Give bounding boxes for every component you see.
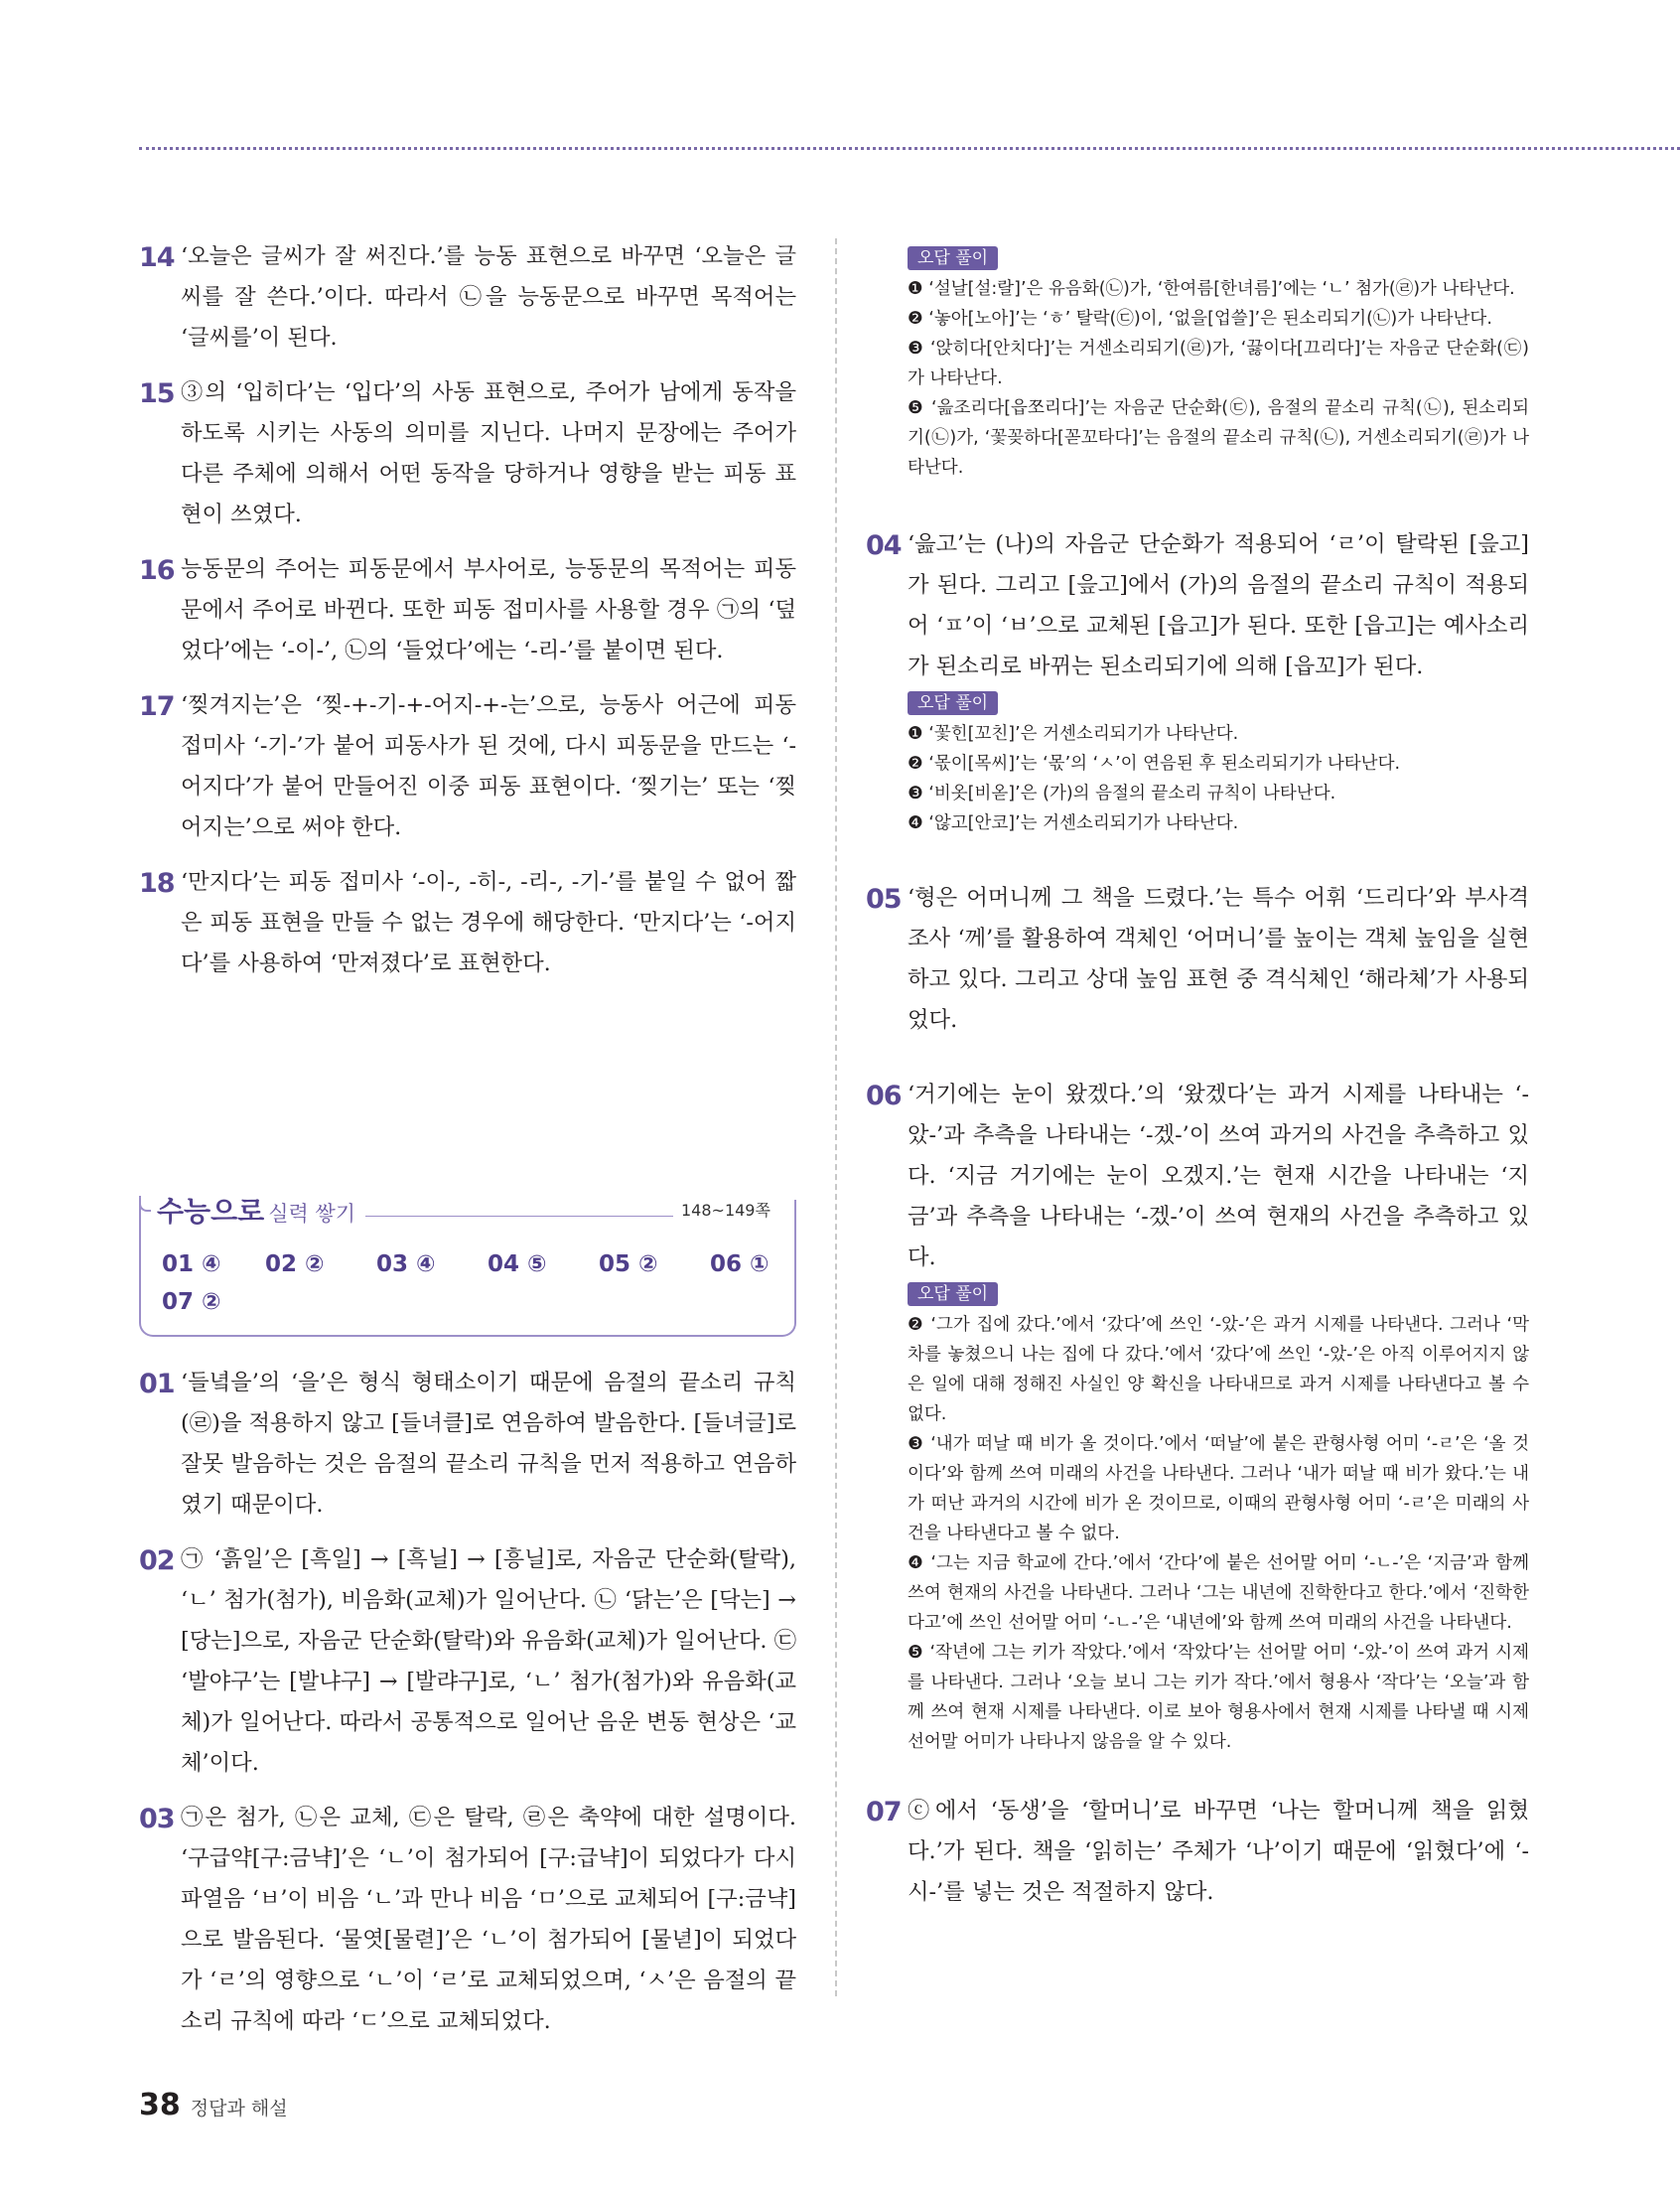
answer-key-item: 06 ① — [710, 1251, 770, 1277]
item-text: ‘찢겨지는’은 ‘찢-+-기-+-어지-+-는’으로, 능동사 어근에 피동 접미사 ‘-기-’가 붙어 피동사가 된 것에, 다시 피동문을 만드는 ‘-어지다’가 붙어 만들어진 이중 피동 표현이다. ‘찢기는’ 또는 ‘찢어지는’으로 써야 한다. — [181, 692, 796, 840]
answer-key-item: 02 ② — [265, 1251, 325, 1277]
answer-item-01 — [139, 1363, 796, 1526]
note-line: ❺ ‘작년에 그는 키가 작았다.’에서 ‘작았다’는 선어말 어미 ‘-았-’이 쓰여 과거 시제를 나타낸다. 그러나 ‘오늘 보니 그는 키가 작다.’에서 형용사 ‘작다’는 ‘오늘’과 함께 쓰여 현재 시제를 나타낸다. 이로 보아 형용사에서 현재 시제를 나타낼 때 시제 선어말 어미가 나타나지 않음을 알 수 있다. — [908, 1643, 1529, 1752]
item-number: 16 — [139, 555, 175, 586]
wrong-answer-badge: 오답 풀이 — [908, 246, 998, 270]
answer-key-item: 07 ② — [162, 1289, 221, 1315]
section-subtitle: 실력 쌓기 — [268, 1202, 356, 1226]
answer-item-15 — [139, 372, 796, 535]
top-dotted-rule — [139, 147, 1680, 150]
page-footer — [139, 2088, 288, 2122]
answer-item-14 — [139, 236, 796, 359]
item-number: 14 — [139, 242, 175, 273]
answer-key-item: 01 ④ — [162, 1251, 221, 1277]
note-line: ❸ ‘비옷[비옫]’은 (가)의 음절의 끝소리 규칙이 나타난다. — [908, 784, 1336, 803]
answer-item-03 — [139, 1798, 796, 2042]
item-number: 02 — [139, 1545, 175, 1576]
note-line: ❸ ‘앉히다[안치다]’는 거센소리되기(㉣)가, ‘끓이다[끄리다]’는 자음군 단순화(㉢)가 나타난다. — [908, 339, 1529, 388]
wrong-answer-badge: 오답 풀이 — [908, 1282, 998, 1306]
item-text: ‘읊고’는 (나)의 자음군 단순화가 적용되어 ‘ㄹ’이 탈락된 [읖고]가 된다. 그리고 [읖고]에서 (가)의 음절의 끝소리 규칙이 적용되어 ‘ㅍ’이 ‘ㅂ’으로 교체된 [읍고]가 된다. 또한 [읍고]는 예사소리가 된소리로 바뀌는 된소리되기에 의해 [읍꼬]가 된다. — [908, 531, 1529, 679]
item-text: ‘거기에는 눈이 왔겠다.’의 ‘왔겠다’는 과거 시제를 나타내는 ‘-았-’과 추측을 나타내는 ‘-겠-’이 쓰여 과거의 사건을 추측하고 있다. ‘지금 거기에는 눈이 오겠지.’는 현재 시간을 나타내는 ‘지금’과 추측을 나타내는 ‘-겠-’이 쓰여 현재의 사건을 추측하고 있다. — [908, 1082, 1529, 1270]
section-title-main: 수능으로 — [157, 1195, 265, 1228]
answer-item-05 — [866, 878, 1529, 1041]
left-column-bottom — [139, 1363, 796, 2042]
item-number: 17 — [139, 691, 175, 722]
item-text: ‘오늘은 글씨가 잘 써진다.’를 능동 표현으로 바꾸면 ‘오늘은 글씨를 잘 쓴다.’이다. 따라서 ㉡을 능동문으로 바꾸면 목적어는 ‘글씨를’이 된다. — [181, 243, 796, 351]
answer-item-06 — [866, 1075, 1529, 1278]
left-column-top — [139, 236, 796, 998]
note-line: ❷ ‘놓아[노아]’는 ‘ㅎ’ 탈락(㉢)이, ‘없을[업쓸]’은 된소리되기(㉡)가 나타난다. — [908, 309, 1492, 329]
item-text: ㉠은 첨가, ㉡은 교체, ㉢은 탈락, ㉣은 축약에 대한 설명이다. ‘구급약[구:금냑]’은 ‘ㄴ’이 첨가되어 [구:급냑]이 되었다가 다시 파열음 ‘ㅂ’이 비음 ‘ㄴ’과 만나 비음 ‘ㅁ’으로 교체되어 [구:금냑]으로 발음된다. ‘물엿[물렫]’은 ‘ㄴ’이 첨가되어 [물녇]이 되었다가 ‘ㄹ’의 영향으로 ‘ㄴ’이 ‘ㄹ’로 교체되었으며, ‘ㅅ’은 음절의 끝소리 규칙에 따라 ‘ㄷ’으로 교체되었다. — [181, 1805, 796, 2034]
item-text: 능동문의 주어는 피동문에서 부사어로, 능동문의 목적어는 피동문에서 주어로 바뀐다. 또한 피동 접미사를 사용할 경우 ㉠의 ‘덮었다’에는 ‘-이-’, ㉡의 ‘들었다’에는 ‘-리-’를 붙이면 된다. — [181, 556, 796, 663]
item-number: 01 — [139, 1369, 175, 1399]
note-line: ❹ ‘않고[안코]’는 거센소리되기가 나타난다. — [908, 813, 1239, 833]
item-number: 05 — [866, 884, 902, 915]
wrong-answer-badge: 오답 풀이 — [908, 691, 998, 715]
item-number: 06 — [866, 1081, 902, 1111]
note-line: ❶ ‘설날[설:랄]’은 유음화(㉡)가, ‘한여름[한녀름]’에는 ‘ㄴ’ 첨가(㉣)가 나타난다. — [908, 279, 1515, 299]
note-line: ❺ ‘읊조리다[읍쪼리다]’는 자음군 단순화(㉢), 음절의 끝소리 규칙(㉡), 된소리되기(㉡)가, ‘꽃꽂하다[꼳꼬타다]’는 음절의 끝소리 규칙(㉡), 거센소리되기(㉣)가 나타난다. — [908, 398, 1529, 478]
box-title-rule — [365, 1216, 673, 1217]
answer-item-02 — [139, 1539, 796, 1784]
wrong-answer-note-03 — [866, 242, 1529, 483]
answer-key-item: 04 ⑤ — [488, 1251, 547, 1277]
item-number: 03 — [139, 1804, 175, 1834]
note-line: ❸ ‘내가 떠날 때 비가 올 것이다.’에서 ‘떠날’에 붙은 관형사형 어미 ‘-ㄹ’은 ‘올 것이다’와 함께 쓰여 미래의 사건을 나타낸다. 그러나 ‘내가 떠날 때 비가 왔다.’는 내가 떠난 과거의 시간에 비가 온 것이므로, 이때의 관형사형 어미 ‘-ㄹ’은 미래의 사건을 나타낸다고 볼 수 없다. — [908, 1434, 1529, 1543]
section-title — [151, 1190, 361, 1230]
answer-item-04 — [866, 524, 1529, 687]
item-text: ‘만지다’는 피동 접미사 ‘-이-, -히-, -리-, -기-’를 붙일 수 없어 짧은 피동 표현을 만들 수 없는 경우에 해당한다. ‘만지다’는 ‘-어지다’를 사용하여 ‘만져졌다’로 표현한다. — [181, 869, 796, 976]
answer-item-17 — [139, 685, 796, 848]
item-text: ③의 ‘입히다’는 ‘입다’의 사동 표현으로, 주어가 남에게 동작을 하도록 시키는 사동의 의미를 지닌다. 나머지 문장에는 주어가 다른 주체에 의해서 어떤 동작을 당하거나 영향을 받는 피동 표현이 쓰였다. — [181, 379, 796, 527]
wrong-answer-note-06 — [866, 1278, 1529, 1757]
wrong-answer-note-04 — [866, 687, 1529, 838]
column-divider — [835, 238, 837, 1996]
answer-key-item: 03 ④ — [376, 1251, 436, 1277]
note-line: ❷ ‘몫이[목씨]’는 ‘몫’의 ‘ㅅ’이 연음된 후 된소리되기가 나타난다. — [908, 754, 1401, 774]
answer-item-07 — [866, 1791, 1529, 1913]
note-line: ❷ ‘그가 집에 갔다.’에서 ‘갔다’에 쓰인 ‘-았-’은 과거 시제를 나타낸다. 그러나 ‘막차를 놓쳤으니 나는 집에 다 갔다.’에서 ‘갔다’에 쓰인 ‘-았-’은 아직 이루어지지 않은 일에 대해 정해진 사실인 양 확신을 나타내므로 과거 시제를 나타낸다고 볼 수 없다. — [908, 1315, 1529, 1424]
item-text: ‘형은 어머니께 그 책을 드렸다.’는 특수 어휘 ‘드리다’와 부사격 조사 ‘께’를 활용하여 객체인 ‘어머니’를 높이는 객체 높임을 실현하고 있다. 그리고 상대 높임 표현 중 격식체인 ‘해라체’가 사용되었다. — [908, 885, 1529, 1033]
answer-item-16 — [139, 549, 796, 671]
page-range: 148~149쪽 — [677, 1198, 774, 1221]
item-number: 18 — [139, 868, 175, 899]
answer-key-item: 05 ② — [599, 1251, 658, 1277]
footer-label: 정답과 해설 — [190, 2098, 288, 2119]
item-text: ‘들녘을’의 ‘을’은 형식 형태소이기 때문에 음절의 끝소리 규칙(㉣)을 적용하지 않고 [들녀클]로 연음하여 발음한다. [들녀글]로 잘못 발음하는 것은 음절의 끝소리 규칙을 먼저 적용하고 연음하였기 때문이다. — [181, 1370, 796, 1518]
item-number: 15 — [139, 378, 175, 409]
item-number: 04 — [866, 530, 902, 561]
item-text: ㉠ ‘흙일’은 [흑일] → [흑닐] → [흥닐]로, 자음군 단순화(탈락), ‘ㄴ’ 첨가(첨가), 비음화(교체)가 일어난다. ㉡ ‘닭는’은 [닥는] → [당는]으로, 자음군 단순화(탈락)와 유음화(교체)가 일어난다. ㉢ ‘발야구’는 [발냐구] → [발랴구]로, ‘ㄴ’ 첨가(첨가)와 유음화(교체)가 일어난다. 따라서 공통적으로 일어난 음운 변동 현상은 ‘교체’이다. — [181, 1546, 796, 1776]
note-line: ❹ ‘그는 지금 학교에 간다.’에서 ‘간다’에 붙은 선어말 어미 ‘-ㄴ-’은 ‘지금’과 함께 쓰여 현재의 사건을 나타낸다. 그러나 ‘그는 내년에 진학한다고 한다.’에서 ‘진학한다고’에 쓰인 선어말 어미 ‘-ㄴ-’은 ‘내년에’와 함께 쓰여 미래의 사건을 나타낸다. — [908, 1553, 1529, 1633]
item-number: 07 — [866, 1797, 902, 1827]
right-column — [866, 242, 1529, 1913]
item-text: ⓒ에서 ‘동생’을 ‘할머니’로 바꾸면 ‘나는 할머니께 책을 읽혔다.’가 된다. 책을 ‘읽히는’ 주체가 ‘나’이기 때문에 ‘읽혔다’에 ‘-시-’를 넣는 것은 적절하지 않다. — [908, 1798, 1529, 1905]
answer-item-18 — [139, 862, 796, 984]
page-number: 38 — [139, 2088, 181, 2122]
note-line: ❶ ‘꽃힌[꼬친]’은 거센소리되기가 나타난다. — [908, 724, 1239, 744]
